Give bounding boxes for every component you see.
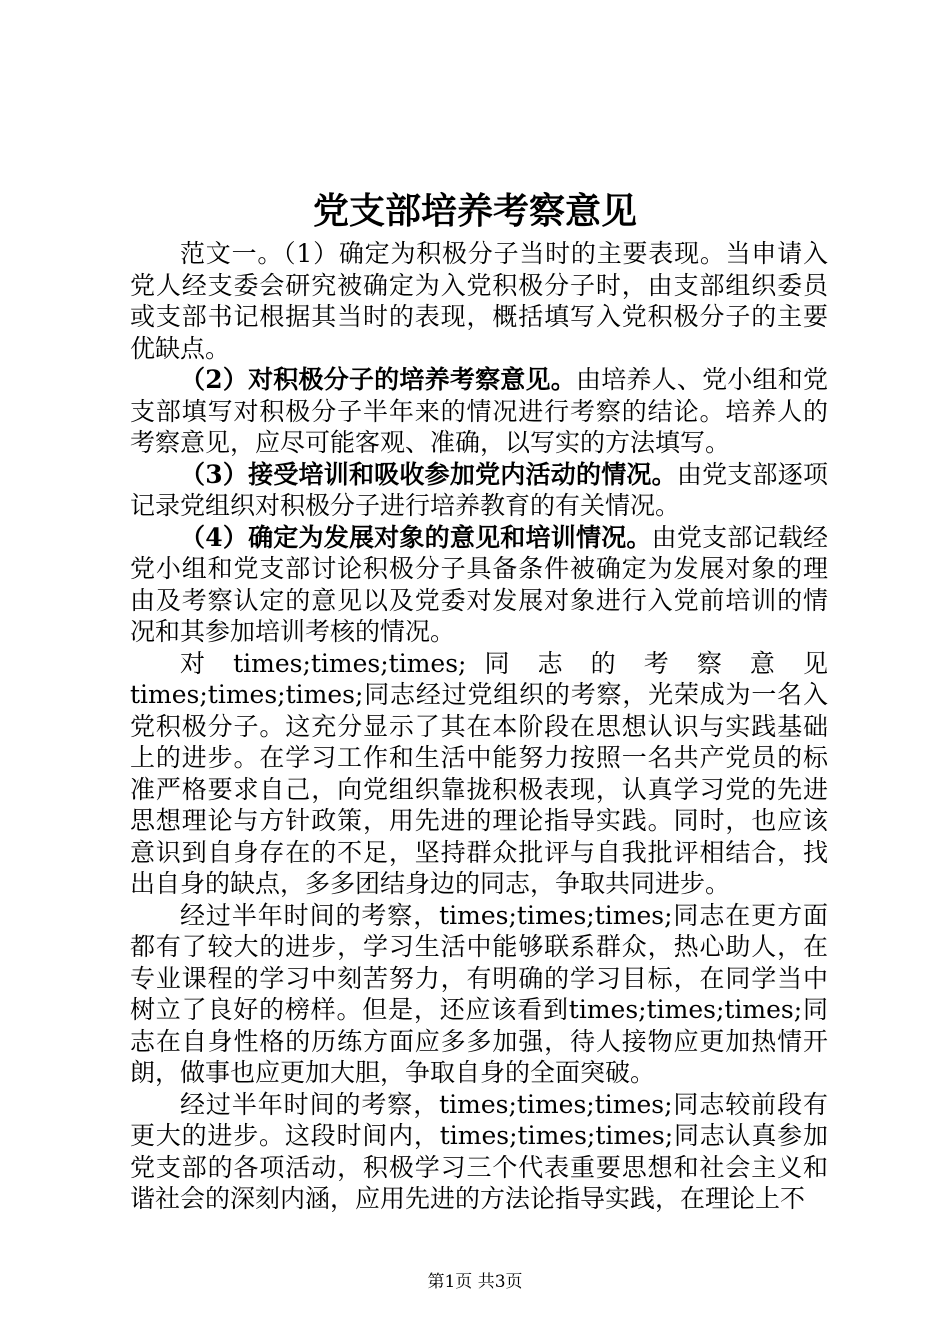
paragraph-2-text: 由培养人、党小组和党支部填写对积极分子半年来的情况进行考察的结论。培养人的考察意见，应尽可能客观、准确，以写实的方法填写。: [130, 365, 828, 457]
paragraph-5-text: 对 times;times;times; 同 志 的 考 察 意 见 times;times;times;同志经过党组织的考察，光荣成为一名入党积极分子。这充分显示了其在本阶段在思想认识与实践基础上的进步。在学习工作和生活中能努力按照一名共产党员的标准严格要求自己，向党组织靠拢积极表现，认真学习党的先进思想理论与方针政策，用先进的理论指导实践。同时，也应该意识到自身存在的不足，坚持群众批评与自我批评相结合，找出自身的缺点，多多团结身边的同志，争取共同进步。: [130, 648, 828, 898]
paragraph-3-text: 由党支部逐项记录党组织对积极分子进行培养教育的有关情况。: [130, 459, 828, 520]
page-footer: 第1页 共3页: [427, 1272, 523, 1292]
paragraph-1: [130, 238, 828, 364]
paragraph-6: [130, 900, 828, 1089]
paragraph-2: [130, 364, 828, 459]
paragraph-7: [130, 1089, 828, 1215]
paragraph-6-text: 经过半年时间的考察，times;times;times;同志在更方面都有了较大的进步，学习生活中能够联系群众，热心助人，在专业课程的学习中刻苦努力，有明确的学习目标，在同学当中树立了良好的榜样。但是，还应该看到times;times;times;同志在自身性格的历练方面应多多加强，待人接物应更加热情开朗，做事也应更加大胆，争取自身的全面突破。: [130, 900, 828, 1087]
paragraph-1-text: 范文一。（1）确定为积极分子当时的主要表现。当申请入党人经支委会研究被确定为入党积极分子时，由支部组织委员或支部书记根据其当时的表现，概括填写入党积极分子的主要优缺点。: [130, 239, 828, 363]
paragraph-4: [130, 522, 828, 648]
document-title: 党支部培养考察意见: [312, 190, 637, 232]
paragraph-3: [130, 459, 828, 522]
paragraph-5: [130, 648, 828, 900]
paragraph-4-text: 由党支部记载经党小组和党支部讨论积极分子具备条件被确定为发展对象的理由及考察认定的意见以及党委对发展对象进行入党前培训的情况和其参加培训考核的情况。: [130, 522, 828, 646]
paragraph-4-heading: （4）确定为发展对象的意见和培训情况。: [180, 522, 652, 552]
paragraph-3-heading: （3）接受培训和吸收参加党内活动的情况。: [180, 459, 677, 489]
paragraph-7-text: 经过半年时间的考察，times;times;times;同志较前段有更大的进步。这段时间内，times;times;times;同志认真参加党支部的各项活动，积极学习三个代表重要思想和社会主义和谐社会的深刻内涵，应用先进的方法论指导实践，在理论上不: [130, 1089, 828, 1213]
document-body: [130, 238, 828, 1215]
paragraph-2-heading: （2）对积极分子的培养考察意见。: [180, 365, 576, 394]
